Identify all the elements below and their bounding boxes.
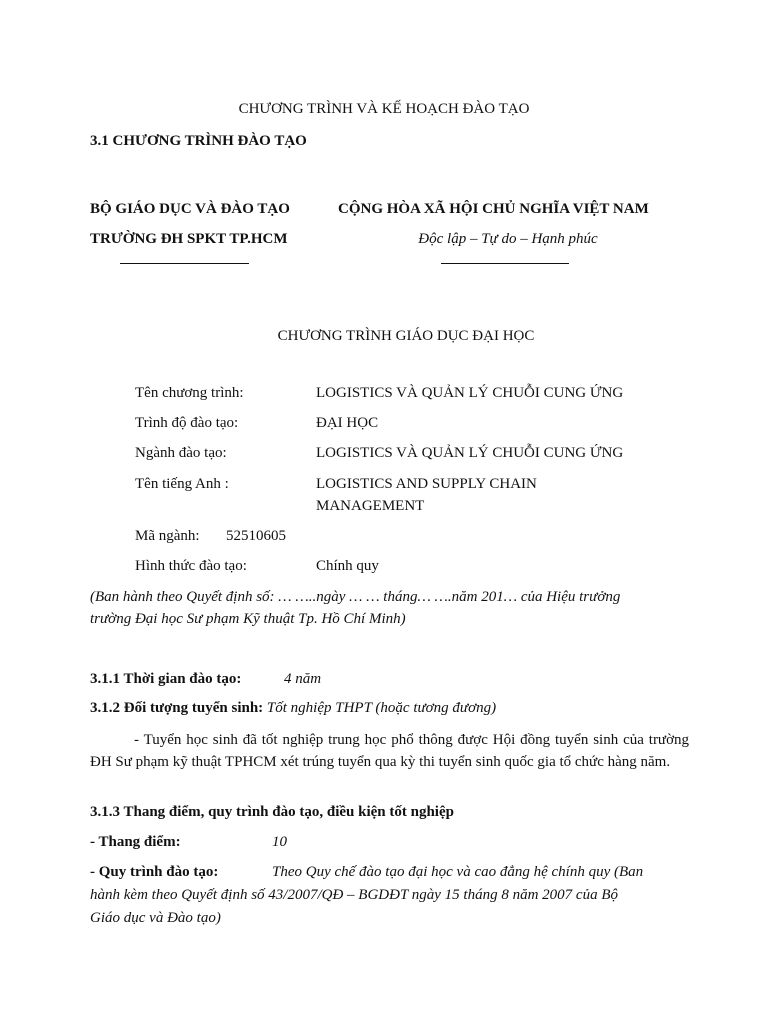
s311-value: 4 năm — [284, 671, 322, 687]
left-header-rule — [120, 263, 249, 264]
field-value-program-name: LOGISTICS VÀ QUẢN LÝ CHUỖI CUNG ỨNG — [316, 385, 624, 401]
right-header-rule — [441, 263, 569, 264]
program-title: CHƯƠNG TRÌNH GIÁO DỤC ĐẠI HỌC — [277, 328, 535, 344]
scale-label: - Thang điểm: — [90, 834, 181, 850]
procedure-value-line3: Giáo dục và Đào tạo) — [90, 910, 221, 926]
s313-title: 3.1.3 Thang điểm, quy trình đào tạo, điều kiện tốt nghiệp — [90, 804, 454, 820]
s312-paragraph: - Tuyển học sinh đã tốt nghiệp trung học phổ thông được Hội đồng tuyển sinh của trường ĐH Sư phạm kỹ thuật TPHCM xét trúng tuyển qua kỳ thi tuyển sinh quốc gia tổ chức hàng năm. — [90, 732, 689, 770]
field-value-english-name-cont: MANAGEMENT — [316, 498, 425, 514]
procedure-label: - Quy trình đào tạo: — [90, 864, 219, 880]
s311-label: 3.1.1 Thời gian đào tạo: — [90, 671, 242, 687]
field-label-english-name: Tên tiếng Anh : — [135, 476, 229, 492]
decree-note-line2: trường Đại học Sư phạm Kỹ thuật Tp. Hồ Chí Minh) — [90, 611, 406, 627]
national-motto: Độc lập – Tự do – Hạnh phúc — [418, 231, 598, 247]
procedure-value-line2: hành kèm theo Quyết định số 43/2007/QĐ – BGDĐT ngày 15 tháng 8 năm 2007 của Bộ — [90, 887, 619, 903]
university-name: TRƯỜNG ĐH SPKT TP.HCM — [90, 231, 288, 247]
s312-value: Tốt nghiệp THPT (hoặc tương đương) — [266, 700, 497, 716]
procedure-value-line1: Theo Quy chế đào tạo đại học và cao đẳng hệ chính quy (Ban — [272, 864, 644, 880]
field-label-program-name: Tên chương trình: — [135, 385, 244, 401]
s312-line — [90, 698, 496, 718]
field-value-english-name: LOGISTICS AND SUPPLY CHAIN — [316, 476, 537, 492]
field-value-level: ĐẠI HỌC — [316, 415, 379, 431]
field-value-major: LOGISTICS VÀ QUẢN LÝ CHUỖI CUNG ỨNG — [316, 445, 624, 461]
field-value-form: Chính quy — [316, 558, 379, 574]
scale-value: 10 — [272, 834, 287, 850]
field-label-major-code: Mã ngành: — [135, 528, 200, 544]
ministry-name: BỘ GIÁO DỤC VÀ ĐÀO TẠO — [90, 201, 290, 217]
section-title: 3.1 CHƯƠNG TRÌNH ĐÀO TẠO — [90, 133, 307, 149]
decree-note-line1: (Ban hành theo Quyết định số: … …..ngày … … tháng… ….năm 201… của Hiệu trưởng — [90, 589, 621, 605]
field-label-level: Trình độ đào tạo: — [135, 415, 239, 431]
field-label-form: Hình thức đào tạo: — [135, 558, 247, 574]
field-value-major-code: 52510605 — [226, 528, 286, 544]
main-title: CHƯƠNG TRÌNH VÀ KẾ HOẠCH ĐÀO TẠO — [238, 101, 530, 117]
s312-label: 3.1.2 Đối tượng tuyển sinh: — [90, 700, 264, 716]
country-name: CỘNG HÒA XÃ HỘI CHỦ NGHĨA VIỆT NAM — [338, 201, 649, 217]
field-label-major: Ngành đào tạo: — [135, 445, 227, 461]
